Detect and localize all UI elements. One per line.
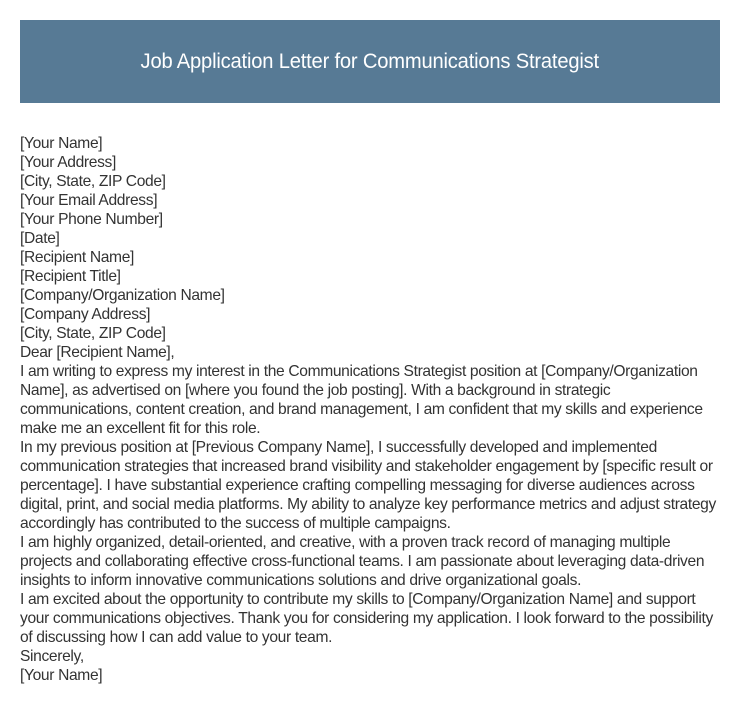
sender-name: [Your Name] [20, 135, 103, 152]
recipient-city-state-zip: [City, State, ZIP Code] [20, 325, 166, 342]
paragraph-qualities: I am highly organized, detail-oriented, and creative, with a proven track record of managing multiple projects and collaborating effective cross-functional teams. I am passionate about leveraging data-driven insights to inform innovative communications solutions and drive organizational goals. [20, 534, 705, 589]
sender-email: [Your Email Address] [20, 192, 158, 209]
sender-phone: [Your Phone Number] [20, 211, 163, 228]
recipient-address: [Company Address] [20, 306, 151, 323]
letter-body [20, 134, 725, 685]
document-title: Job Application Letter for Communications Strategist [140, 49, 600, 73]
paragraph-intro: I am writing to express my interest in the Communications Strategist position at [Company/Organization Name], as advertised on [where you found the job posting]. With a background in strategic communications, content creation, and brand management, I am confident that my skills and experience make me an excellent fit for this role. [20, 363, 703, 437]
sender-address: [Your Address] [20, 154, 116, 171]
recipient-company: [Company/Organization Name] [20, 287, 225, 304]
recipient-title: [Recipient Title] [20, 268, 121, 285]
salutation: Dear [Recipient Name], [20, 344, 175, 361]
signature: [Your Name] [20, 667, 103, 684]
paragraph-closing: I am excited about the opportunity to contribute my skills to [Company/Organization Name] and support your communications objectives. Thank you for considering my application. I look forward to the possibility of discussing how I can add value to your team. [20, 591, 713, 646]
paragraph-experience: In my previous position at [Previous Company Name], I successfully developed and implemented communication strategies that increased brand visibility and stakeholder engagement by [specific result or percentage]. I have substantial experience crafting compelling messaging for diverse audiences across digital, print, and social media platforms. My ability to analyze key performance metrics and adjust strategy accordingly has contributed to the success of multiple campaigns. [20, 439, 716, 532]
document-header [20, 20, 720, 103]
closing: Sincerely, [20, 648, 84, 665]
letter-date: [Date] [20, 230, 60, 247]
sender-city-state-zip: [City, State, ZIP Code] [20, 173, 166, 190]
recipient-name: [Recipient Name] [20, 249, 135, 266]
